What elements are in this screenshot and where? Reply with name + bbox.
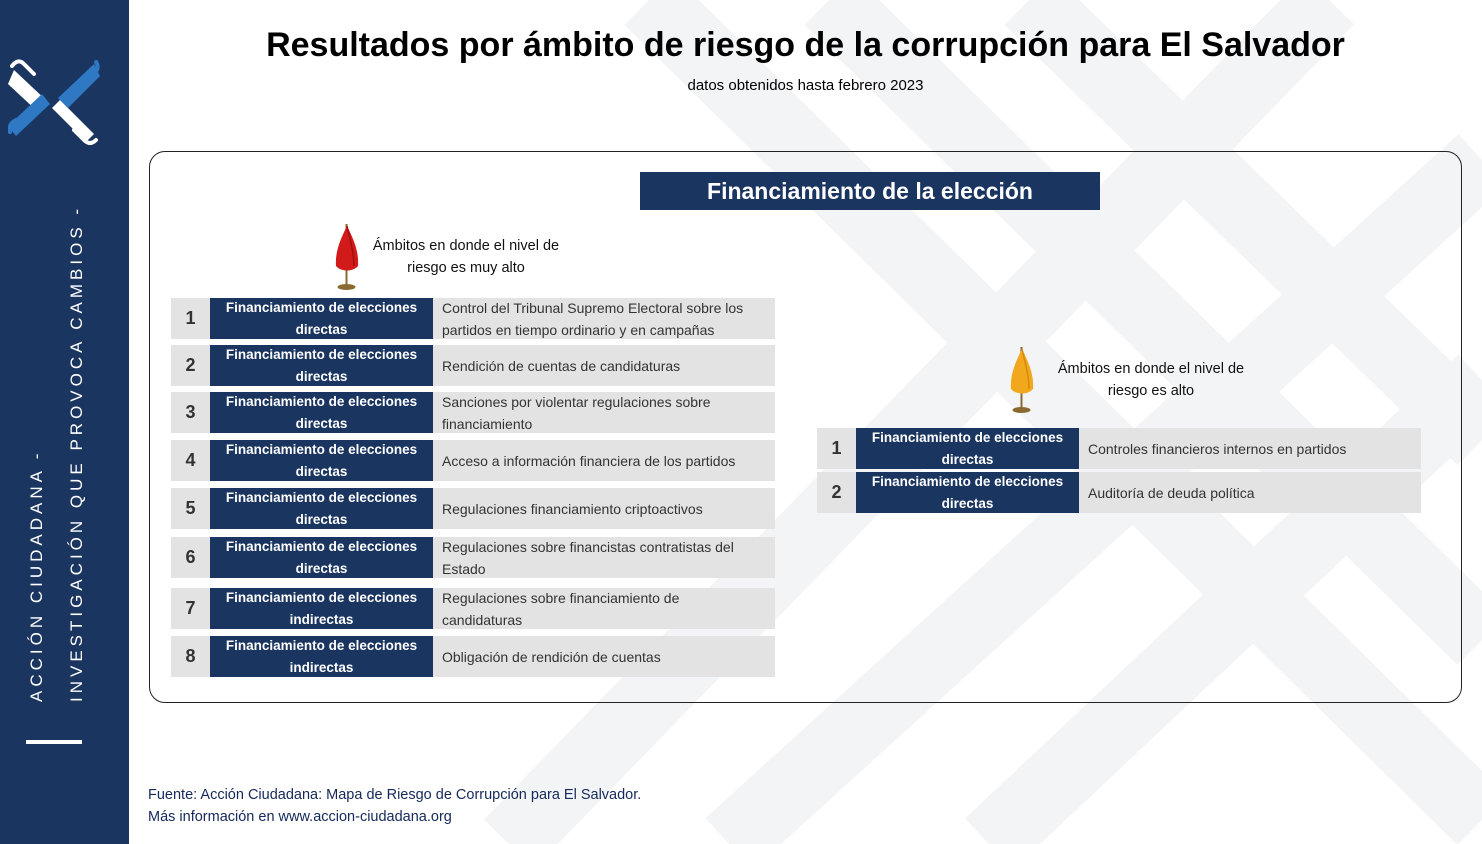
row-description: Acceso a información financiera de los partidos [442, 452, 736, 469]
row-category: Financiamiento de elecciones indirectas [210, 588, 433, 629]
row-number: 1 [831, 438, 842, 458]
row-description: Sanciones por violentar regulaciones sobre financiamiento [442, 393, 711, 432]
sidebar [0, 0, 129, 844]
row-category: Financiamiento de elecciones directas [856, 472, 1079, 513]
sidebar-divider [26, 740, 82, 744]
legend-high [1005, 345, 1251, 415]
table-row [171, 298, 775, 339]
row-number: 8 [185, 646, 196, 666]
row-description: Controles financieros internos en partidos [1088, 440, 1347, 457]
legend-high-label: Ámbitos en donde el nivel de riesgo es alto [1057, 361, 1245, 399]
table-row [817, 428, 1421, 469]
red-flag-icon [330, 222, 364, 292]
row-number: 2 [185, 355, 196, 375]
legend-very-high-label: Ámbitos en donde el nivel de riesgo es muy alto [372, 238, 560, 276]
page-title: Resultados por ámbito de riesgo de la corrupción para El Salvador [266, 26, 1345, 64]
source-line: Fuente: Acción Ciudadana: Mapa de Riesgo de Corrupción para El Salvador. [148, 787, 642, 803]
row-description: Control del Tribunal Supremo Electoral sobre los partidos en tiempo ordinario y en campañas [442, 299, 744, 338]
sidebar-org-name: ACCIÓN CIUDADANA - [27, 449, 46, 702]
table-row [171, 345, 775, 386]
table-row [171, 588, 775, 629]
row-number: 1 [185, 308, 196, 328]
row-category: Financiamiento de elecciones directas [210, 537, 433, 578]
row-number: 5 [185, 498, 196, 518]
sidebar-tagline: INVESTIGACIÓN QUE PROVOCA CAMBIOS - [67, 204, 86, 702]
source-note [148, 784, 641, 828]
table-row [171, 537, 775, 578]
row-description: Regulaciones financiamiento criptoactivos [442, 500, 703, 517]
row-category: Financiamiento de elecciones directas [210, 345, 433, 386]
page-subtitle: datos obtenidos hasta febrero 2023 [687, 77, 924, 94]
row-category: Financiamiento de elecciones directas [210, 392, 433, 433]
row-category: Financiamiento de elecciones directas [856, 428, 1079, 469]
table-row [171, 636, 775, 677]
row-description: Regulaciones sobre financistas contratistas del Estado [442, 538, 734, 577]
legend-very-high [330, 222, 566, 292]
row-description: Auditoría de deuda política [1088, 484, 1255, 501]
table-row [171, 392, 775, 433]
row-number: 7 [185, 598, 196, 618]
row-category: Financiamiento de elecciones directas [210, 488, 433, 529]
row-category: Financiamiento de elecciones directas [210, 298, 433, 339]
table-row [817, 472, 1421, 513]
hands-logo-icon [8, 56, 100, 146]
row-category: Financiamiento de elecciones directas [210, 440, 433, 481]
row-description: Rendición de cuentas de candidaturas [442, 357, 681, 374]
table-row [171, 488, 775, 529]
row-description: Regulaciones sobre financiamiento de candidaturas [442, 589, 680, 628]
row-description: Obligación de rendición de cuentas [442, 648, 661, 665]
orange-flag-icon [1005, 345, 1039, 415]
row-number: 4 [185, 450, 196, 470]
section-title: Financiamiento de la elección [640, 172, 1100, 210]
row-number: 6 [185, 547, 196, 567]
row-number: 3 [185, 402, 196, 422]
row-category: Financiamiento de elecciones indirectas [210, 636, 433, 677]
table-row [171, 440, 775, 481]
more-info-line: Más información en www.accion-ciudadana.org [148, 809, 452, 825]
row-number: 2 [831, 482, 842, 502]
